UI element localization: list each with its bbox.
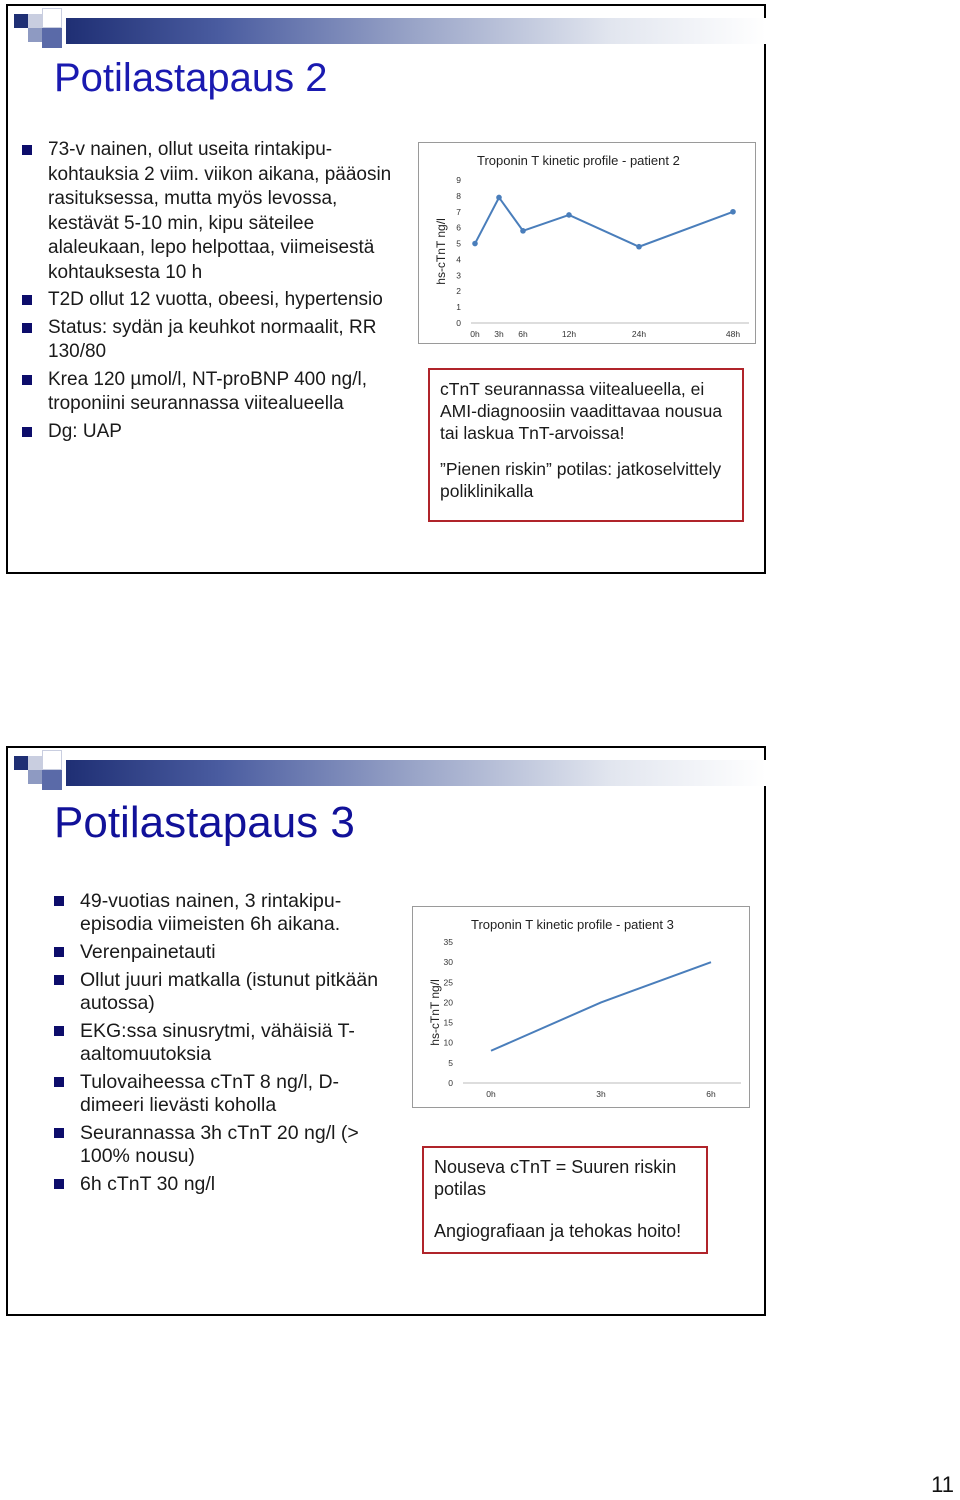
bullet-item [54,1020,394,1066]
bullet-square-icon [54,1026,64,1036]
slide-title: Potilastapaus 2 [54,56,328,100]
y-tick-label: 7 [456,206,461,217]
data-point [636,244,642,250]
y-tick-label: 35 [443,937,453,947]
bullet-square-icon [22,295,32,305]
data-point [730,209,736,215]
bullet-text: Tulovaiheessa cTnT 8 ng/l, D-dimeeri lievästi koholla [80,1071,340,1116]
header-gradient-bar [66,760,766,786]
conclusion-box [422,1146,708,1254]
decor-square [42,750,62,770]
bullet-item [22,420,412,445]
x-tick-label: 3h [494,329,504,339]
bullet-item [54,941,394,964]
y-tick-label: 0 [448,1078,453,1088]
series-line [475,197,733,246]
bullet-text: Verenpainetauti [80,941,216,963]
bullet-square-icon [54,975,64,985]
chart-svg [419,143,755,343]
bullet-square-icon [22,427,32,437]
troponin-chart-patient-2 [418,142,756,344]
bullet-text: T2D ollut 12 vuotta, obeesi, hypertensio [48,289,383,310]
troponin-chart-patient-3 [412,906,750,1108]
bullet-item [54,1173,394,1196]
bullet-text: 49-vuotias nainen, 3 rintakipu-episodia viimeisten 6h aikana. [80,890,342,935]
x-tick-label: 0h [486,1089,496,1099]
y-tick-label: 15 [443,1017,453,1028]
slide-header-decoration [8,748,764,796]
y-tick-label: 3 [456,270,461,281]
header-gradient-bar [66,18,766,44]
decor-square [28,28,42,42]
bullet-square-icon [22,375,32,385]
bullet-square-icon [22,145,32,155]
y-tick-label: 2 [456,286,461,297]
decor-square [14,756,28,770]
conclusion-text: ”Pienen riskin” potilas: jatkoselvittely poliklinikalla [440,459,722,501]
y-tick-label: 4 [456,254,461,265]
page-number: 11 [931,1472,954,1497]
bullet-item [22,368,412,417]
x-tick-label: 0h [470,329,480,339]
bullet-text: Krea 120 µmol/l, NT-proBNP 400 ng/l, troponiini seurannassa viitealueella [48,368,367,414]
y-tick-label: 10 [443,1037,453,1048]
bullet-item [22,288,412,313]
bullet-text: Dg: UAP [48,420,122,442]
slide-potilastapaus-3 [6,746,766,1316]
bullet-list [22,138,412,447]
data-point [566,212,572,218]
data-point [472,241,478,247]
x-tick-label: 48h [725,329,741,339]
x-tick-label: 6h [706,1089,716,1099]
decor-square [28,756,42,770]
decor-square [28,770,42,784]
decor-square [42,28,62,48]
chart-title: Troponin T kinetic profile - patient 2 [477,153,680,168]
bullet-square-icon [54,1128,64,1138]
bullet-text: Seurannassa 3h cTnT 20 ng/l (> 100% nousu) [80,1122,359,1167]
bullet-item [22,316,412,365]
x-tick-label: 12h [561,329,577,339]
slide-title: Potilastapaus 3 [54,798,355,847]
conclusion-box [428,368,744,522]
y-tick-label: 20 [443,997,453,1008]
y-tick-label: 8 [456,190,461,201]
bullet-text: EKG:ssa sinusrytmi, vähäisiä T-aaltomuutoksia [80,1020,355,1065]
bullet-square-icon [54,947,64,957]
bullet-item [54,890,394,936]
decor-square [42,770,62,790]
y-axis-label: hs-cTnT ng/l [434,218,448,285]
series-line [491,962,711,1051]
data-point [496,195,502,201]
x-tick-label: 24h [631,329,647,339]
bullet-item [54,1071,394,1117]
bullet-square-icon [22,323,32,333]
bullet-list [54,890,394,1201]
bullet-square-icon [54,1077,64,1087]
bullet-item [54,969,394,1015]
y-tick-label: 0 [456,318,461,328]
conclusion-text: Nouseva cTnT = Suuren riskin potilas [434,1157,677,1199]
x-tick-label: 6h [518,329,528,339]
y-tick-label: 9 [456,175,461,185]
y-tick-label: 5 [456,238,461,249]
bullet-item [54,1122,394,1168]
y-tick-label: 25 [443,977,453,988]
y-tick-label: 5 [448,1057,453,1068]
y-tick-label: 30 [443,957,453,968]
chart-svg [413,907,749,1107]
data-point [520,228,526,234]
y-tick-label: 6 [456,222,461,233]
y-axis-label: hs-cTnT ng/l [428,979,442,1046]
bullet-item [22,138,412,285]
x-tick-label: 3h [596,1089,606,1099]
decor-square [42,8,62,28]
decor-square [14,14,28,28]
y-tick-label: 1 [456,302,461,313]
chart-title: Troponin T kinetic profile - patient 3 [471,917,674,932]
bullet-text: 6h cTnT 30 ng/l [80,1173,216,1195]
decor-square [28,14,42,28]
bullet-text: Ollut juuri matkalla (istunut pitkään autossa) [80,969,379,1014]
bullet-square-icon [54,1179,64,1189]
bullet-text: 73-v nainen, ollut useita rintakipu-kohtauksia 2 viim. viikon aikana, pääosin rasituksessa, mutta myös levossa, kestävät 5-10 min, kipu säteilee alaleukaan, lepo helpottaa, viimeisestä kohtauksesta 10 h [48,139,392,283]
conclusion-text: Angiografiaan ja tehokas hoito! [434,1221,682,1241]
bullet-square-icon [54,896,64,906]
conclusion-text: cTnT seurannassa viitealueella, ei AMI-diagnoosiin vaadittavaa nousua tai laskua TnT-arvoissa! [440,379,723,443]
slide-header-decoration [8,6,764,54]
slide-potilastapaus-2 [6,4,766,574]
bullet-text: Status: sydän ja keuhkot normaalit, RR 130/80 [48,316,377,362]
